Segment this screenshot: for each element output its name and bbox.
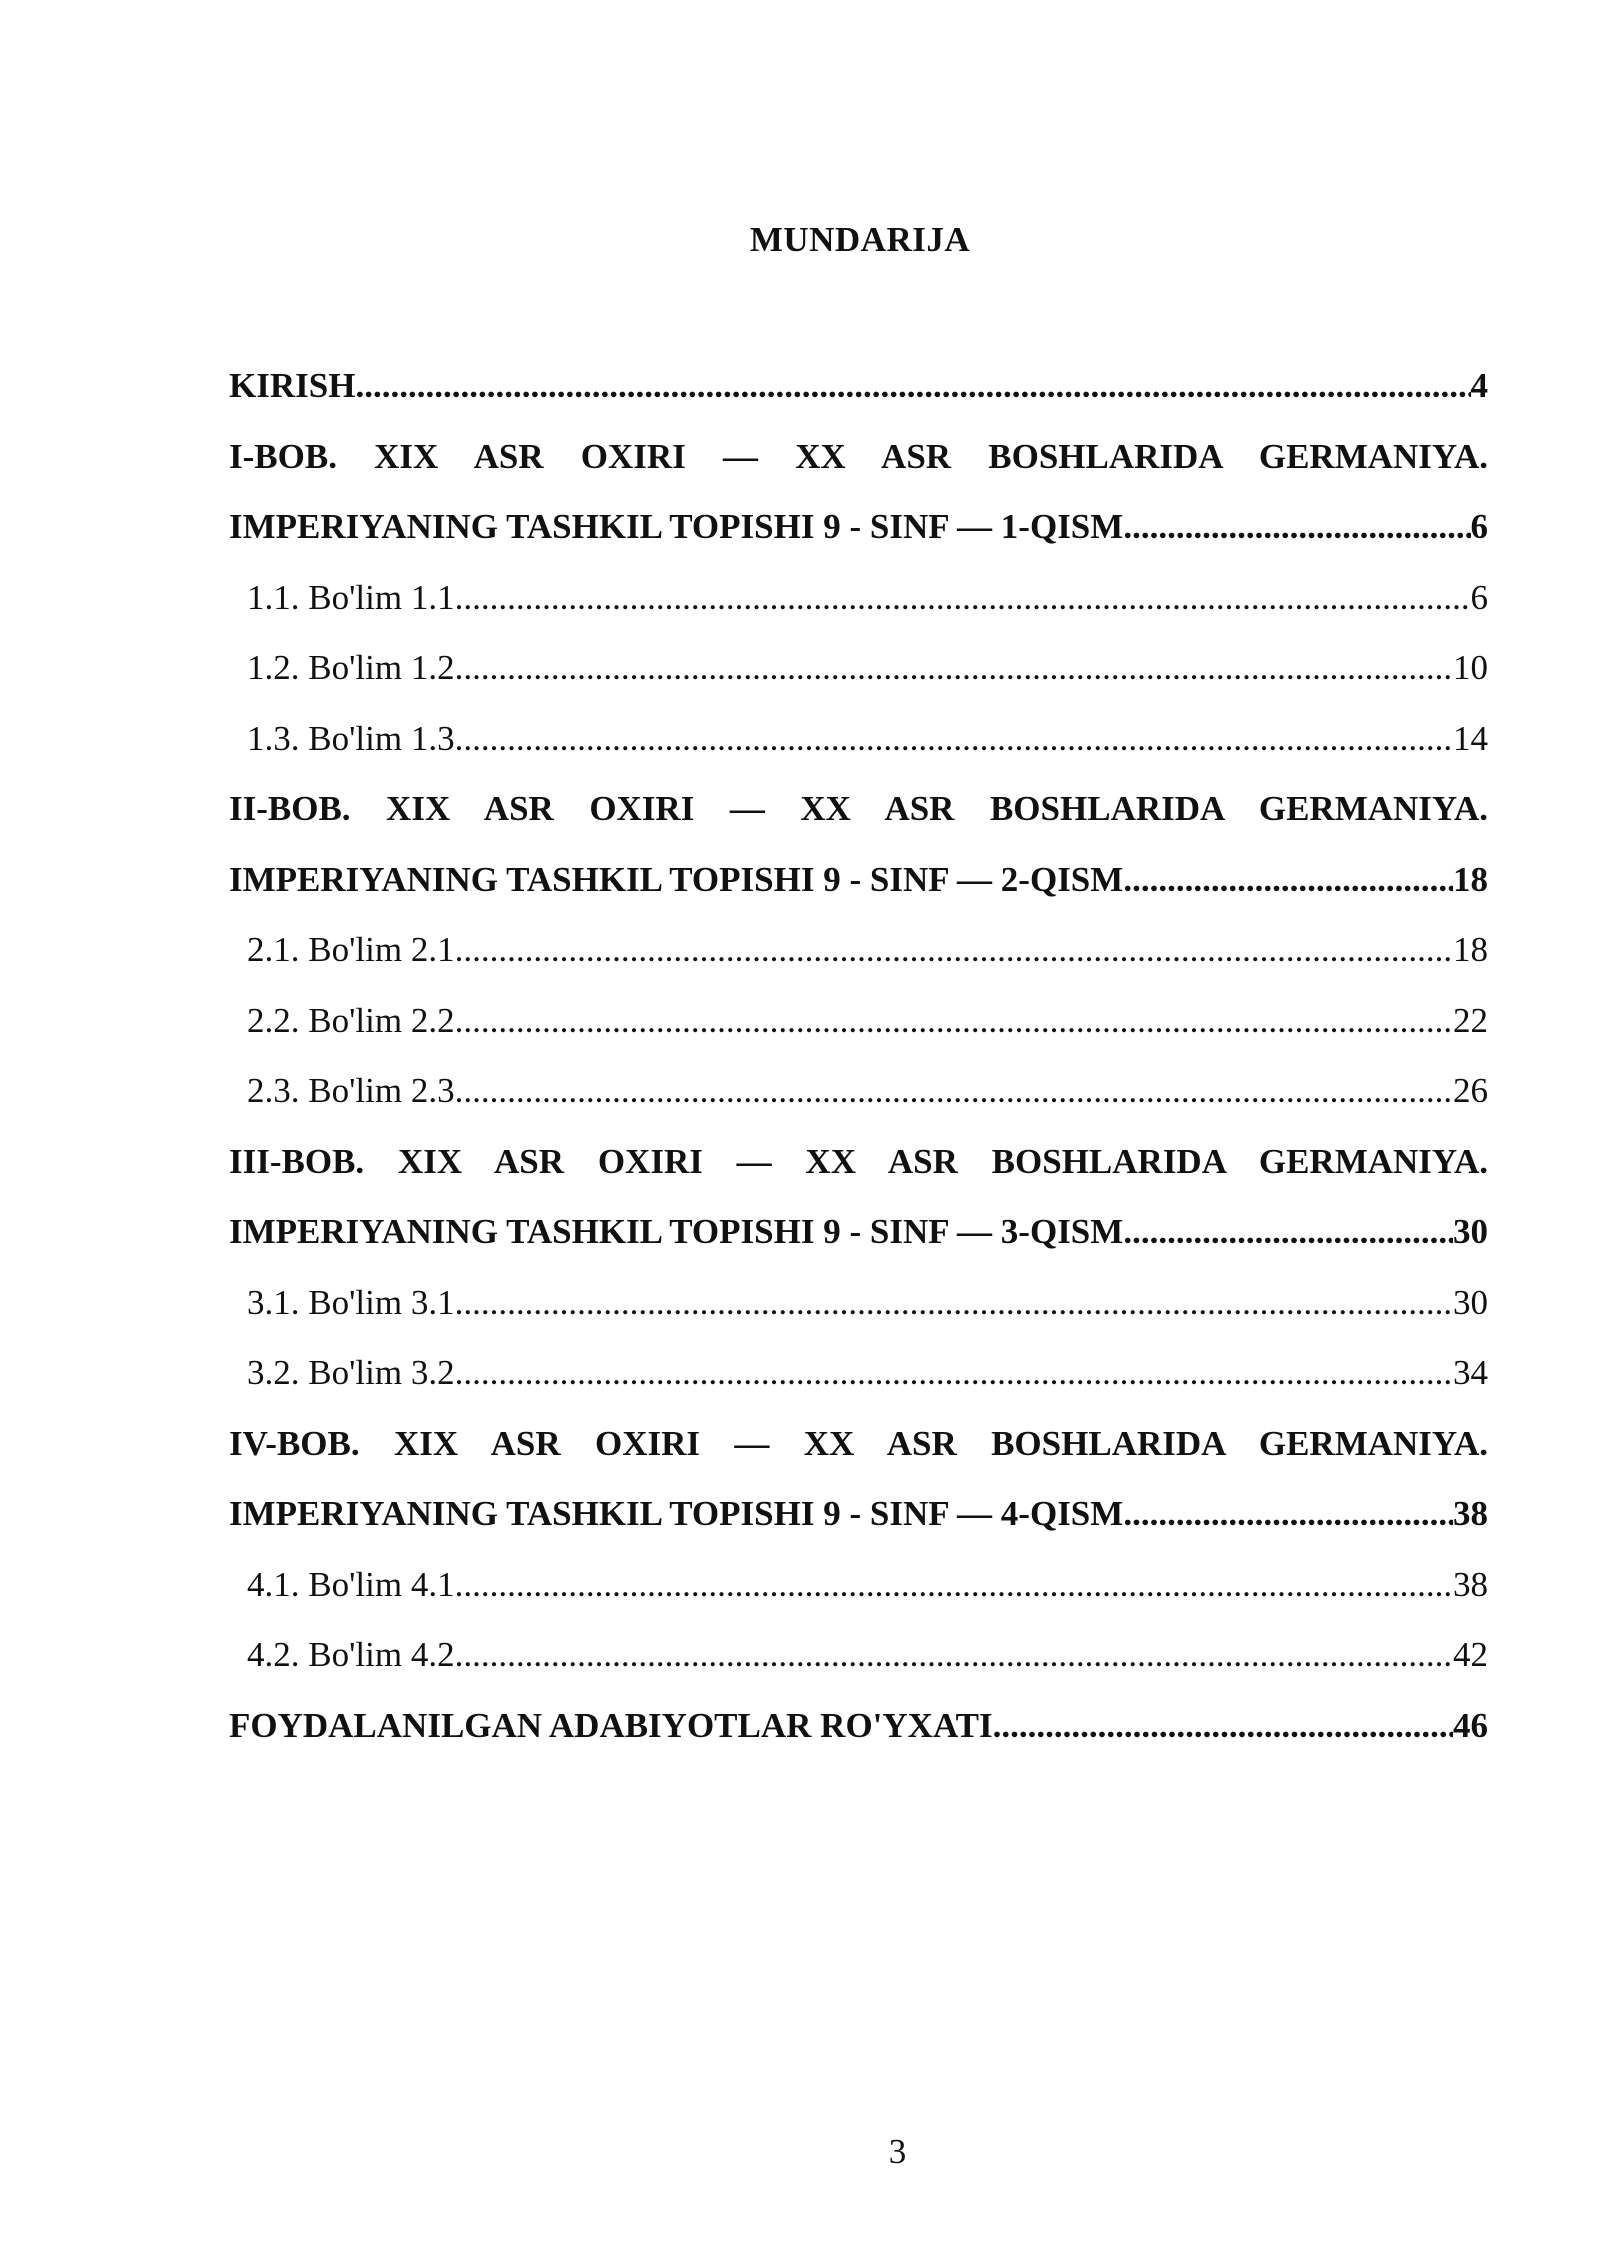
- toc-entry-label: 4.1. Bo'lim 4.1: [247, 1564, 455, 1604]
- table-of-contents: [229, 351, 1488, 1761]
- toc-entry-chapter-2[interactable]: [229, 845, 1488, 916]
- toc-entry-label: IMPERIYANING TASHKIL TOPISHI 9 - SINF — 4-QISM: [229, 1494, 1124, 1533]
- toc-entry-label: IMPERIYANING TASHKIL TOPISHI 9 - SINF — 3-QISM: [229, 1212, 1124, 1251]
- toc-entry-section-4-2[interactable]: [229, 1620, 1488, 1691]
- dot-leader: [455, 563, 1471, 634]
- toc-entry-page: 4: [1470, 366, 1488, 405]
- dot-leader: [455, 1550, 1453, 1621]
- chapter-1-heading[interactable]: I-BOB. XIX ASR OXIRI — XX ASR BOSHLARIDA GERMANIYA.: [229, 436, 1488, 476]
- dot-leader: [455, 633, 1453, 704]
- toc-entry-page: 18: [1453, 930, 1488, 969]
- toc-entry-label: IMPERIYANING TASHKIL TOPISHI 9 - SINF — 1-QISM: [229, 507, 1124, 546]
- toc-entry-section-2-2[interactable]: [229, 986, 1488, 1057]
- dot-leader: [455, 915, 1453, 986]
- toc-entry-label: 2.1. Bo'lim 2.1: [247, 930, 455, 969]
- chapter-4-heading[interactable]: IV-BOB. XIX ASR OXIRI — XX ASR BOSHLARIDA GERMANIYA.: [229, 1423, 1488, 1463]
- page-title: MUNDARIJA: [749, 220, 971, 259]
- toc-entry-section-3-2[interactable]: [229, 1338, 1488, 1409]
- toc-entry-page: 38: [1453, 1564, 1488, 1604]
- toc-entry-page: 26: [1453, 1071, 1488, 1110]
- dot-leader: [455, 1268, 1453, 1339]
- toc-entry-page: 46: [1453, 1705, 1488, 1745]
- dot-leader: [355, 351, 1470, 422]
- dot-leader: [455, 1338, 1453, 1409]
- toc-entry-label: 2.2. Bo'lim 2.2: [247, 1000, 455, 1040]
- toc-entry-kirish[interactable]: [229, 351, 1488, 422]
- toc-entry-section-2-1[interactable]: [229, 915, 1488, 986]
- toc-entry-label: 1.2. Bo'lim 1.2: [247, 648, 455, 687]
- dot-leader: [455, 1620, 1453, 1691]
- toc-entry-page: 6: [1470, 507, 1488, 546]
- toc-entry-page: 34: [1453, 1353, 1488, 1392]
- page-number: 3: [888, 2132, 907, 2171]
- toc-entry-label: 3.2. Bo'lim 3.2: [247, 1353, 455, 1392]
- toc-entry-section-3-1[interactable]: [229, 1268, 1488, 1339]
- dot-leader: [1123, 1197, 1453, 1268]
- toc-entry-chapter-3[interactable]: [229, 1197, 1488, 1268]
- toc-entry-label: IMPERIYANING TASHKIL TOPISHI 9 - SINF — 2-QISM: [229, 859, 1124, 899]
- dot-leader: [1123, 845, 1453, 916]
- chapter-2-heading[interactable]: II-BOB. XIX ASR OXIRI — XX ASR BOSHLARIDA GERMANIYA.: [229, 789, 1488, 828]
- toc-entry-page: 30: [1453, 1282, 1488, 1322]
- dot-leader: [993, 1691, 1453, 1762]
- toc-entry-label: 1.1. Bo'lim 1.1: [247, 577, 455, 617]
- toc-entry-section-4-1[interactable]: [229, 1550, 1488, 1621]
- dot-leader: [455, 704, 1453, 775]
- toc-entry-page: 38: [1453, 1494, 1488, 1533]
- toc-entry-section-1-3[interactable]: [229, 704, 1488, 775]
- dot-leader: [1123, 492, 1470, 563]
- toc-entry-page: 22: [1453, 1000, 1488, 1040]
- dot-leader: [455, 1056, 1453, 1127]
- dot-leader: [455, 986, 1453, 1057]
- toc-entry-bibliography[interactable]: [229, 1691, 1488, 1762]
- toc-entry-page: 10: [1453, 648, 1488, 687]
- toc-entry-page: 18: [1453, 859, 1488, 899]
- toc-entry-label: 3.1. Bo'lim 3.1: [247, 1282, 455, 1322]
- toc-entry-page: 6: [1470, 577, 1488, 617]
- toc-entry-page: 42: [1453, 1635, 1488, 1674]
- chapter-3-heading[interactable]: III-BOB. XIX ASR OXIRI — XX ASR BOSHLARIDA GERMANIYA.: [229, 1141, 1488, 1181]
- toc-entry-page: 30: [1453, 1212, 1488, 1251]
- toc-entry-label: 1.3. Bo'lim 1.3: [247, 718, 455, 758]
- toc-entry-label: 4.2. Bo'lim 4.2: [247, 1635, 455, 1674]
- toc-entry-page: 14: [1453, 718, 1488, 758]
- toc-entry-chapter-1[interactable]: [229, 492, 1488, 563]
- dot-leader: [1123, 1479, 1453, 1550]
- toc-entry-label: FOYDALANILGAN ADABIYOTLAR RO'YXATI: [229, 1705, 993, 1745]
- toc-entry-section-1-1[interactable]: [229, 563, 1488, 634]
- toc-entry-section-1-2[interactable]: [229, 633, 1488, 704]
- toc-entry-section-2-3[interactable]: [229, 1056, 1488, 1127]
- toc-entry-label: KIRISH: [229, 366, 356, 405]
- toc-entry-label: 2.3. Bo'lim 2.3: [247, 1071, 455, 1110]
- toc-entry-chapter-4[interactable]: [229, 1479, 1488, 1550]
